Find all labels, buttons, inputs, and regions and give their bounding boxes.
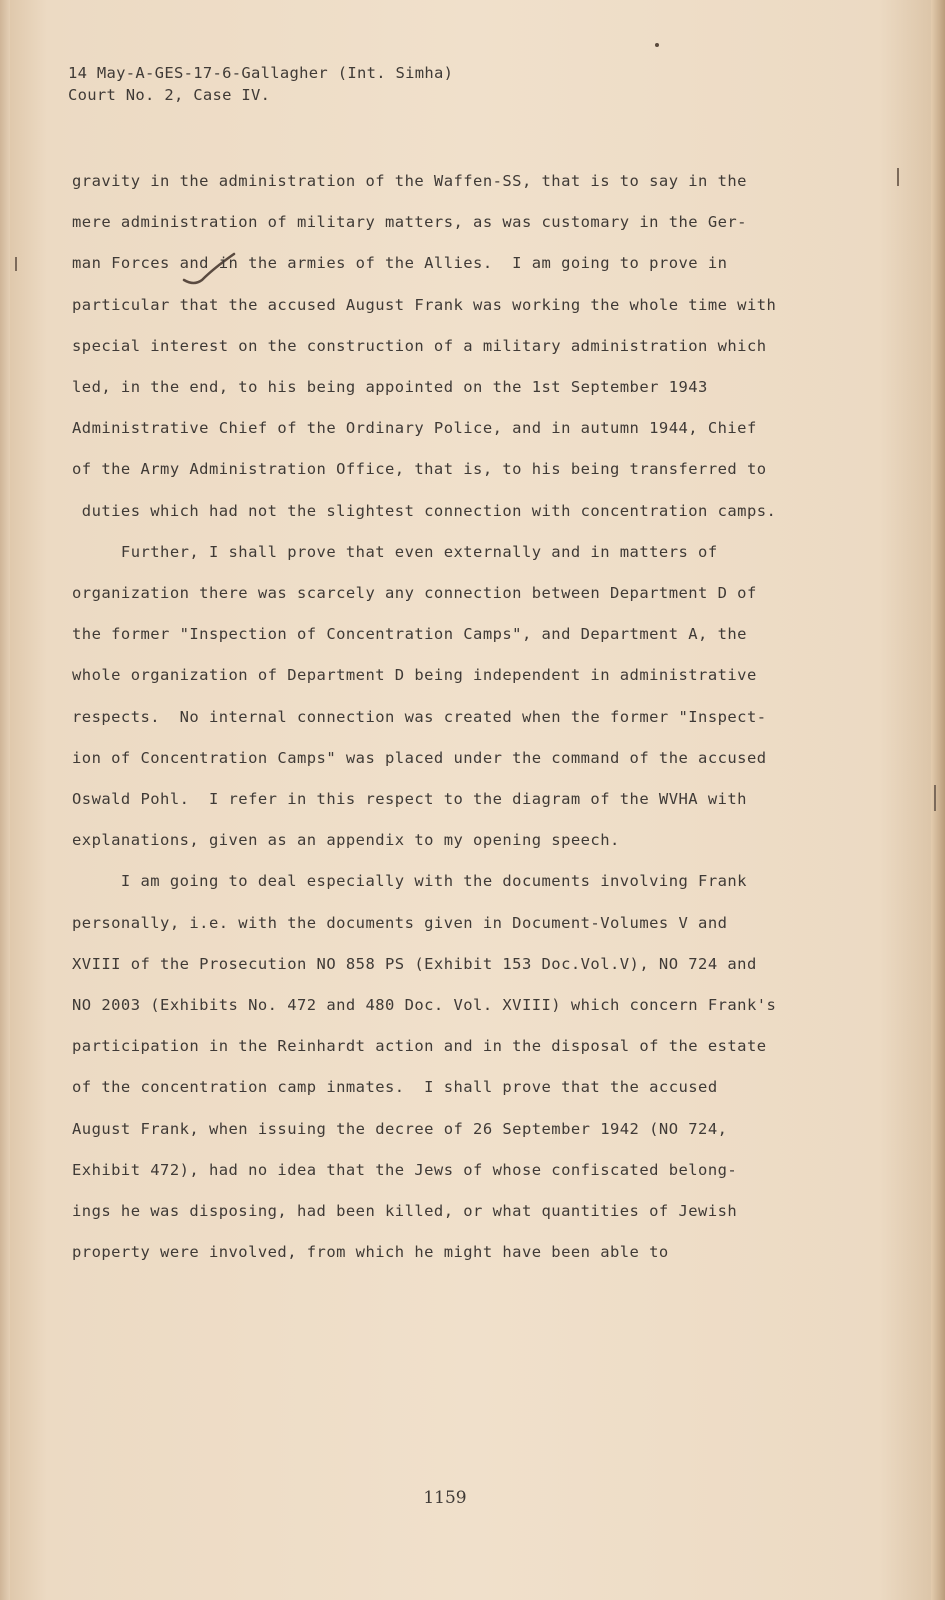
body-line: man Forces and in the armies of the Allies. I am going to prove in bbox=[72, 254, 728, 273]
header-line-1: 14 May-A-GES-17-6-Gallagher (Int. Simha) bbox=[68, 64, 454, 82]
body-line: NO 2003 (Exhibits No. 472 and 480 Doc. Vol. XVIII) which concern Frank's bbox=[72, 996, 777, 1015]
body-line: whole organization of Department D being independent in administrative bbox=[72, 666, 757, 685]
body-line: August Frank, when issuing the decree of 26 September 1942 (NO 724, bbox=[72, 1119, 728, 1138]
body-line: the former "Inspection of Concentration Camps", and Department A, the bbox=[72, 625, 747, 644]
header-line-2: Court No. 2, Case IV. bbox=[68, 86, 271, 104]
body-line: Oswald Pohl. I refer in this respect to the diagram of the WVHA with bbox=[72, 790, 747, 809]
body-line: duties which had not the slightest connection with concentration camps. bbox=[72, 501, 777, 520]
body-line: ings he was disposing, had been killed, or what quantities of Jewish bbox=[72, 1202, 738, 1221]
document-body bbox=[72, 161, 812, 1273]
body-line: I am going to deal especially with the documents involving Frank bbox=[72, 872, 747, 891]
body-line: property were involved, from which he might have been able to bbox=[72, 1243, 669, 1262]
body-line: gravity in the administration of the Waffen-SS, that is to say in the bbox=[72, 172, 747, 190]
body-line: particular that the accused August Frank was working the whole time with bbox=[72, 295, 777, 314]
body-line: participation in the Reinhardt action and in the disposal of the estate bbox=[72, 1037, 767, 1056]
margin-mark bbox=[934, 785, 936, 811]
body-line: Further, I shall prove that even externally and in matters of bbox=[72, 542, 718, 561]
body-line: Administrative Chief of the Ordinary Police, and in autumn 1944, Chief bbox=[72, 419, 757, 438]
document-header bbox=[68, 62, 453, 106]
body-line: explanations, given as an appendix to my opening speech. bbox=[72, 831, 620, 850]
margin-mark bbox=[897, 168, 899, 186]
paper-speck bbox=[655, 43, 659, 47]
body-line: XVIII of the Prosecution NO 858 PS (Exhibit 153 Doc.Vol.V), NO 724 and bbox=[72, 954, 757, 973]
body-line: mere administration of military matters, as was customary in the Ger- bbox=[72, 213, 747, 232]
body-line: of the concentration camp inmates. I shall prove that the accused bbox=[72, 1078, 718, 1097]
body-line: special interest on the construction of a military administration which bbox=[72, 336, 767, 355]
body-line: of the Army Administration Office, that is, to his being transferred to bbox=[72, 460, 767, 479]
body-line: led, in the end, to his being appointed on the 1st September 1943 bbox=[72, 378, 708, 397]
body-line: Exhibit 472), had no idea that the Jews of whose confiscated belong- bbox=[72, 1160, 738, 1179]
page-number: 1159 bbox=[423, 1488, 467, 1508]
body-line: respects. No internal connection was created when the former "Inspect- bbox=[72, 707, 767, 726]
margin-mark bbox=[15, 257, 17, 271]
body-line: ion of Concentration Camps" was placed under the command of the accused bbox=[72, 748, 767, 767]
body-line: organization there was scarcely any connection between Department D of bbox=[72, 584, 757, 603]
body-line: personally, i.e. with the documents given in Document-Volumes V and bbox=[72, 913, 728, 932]
page-left-edge bbox=[0, 0, 10, 1600]
